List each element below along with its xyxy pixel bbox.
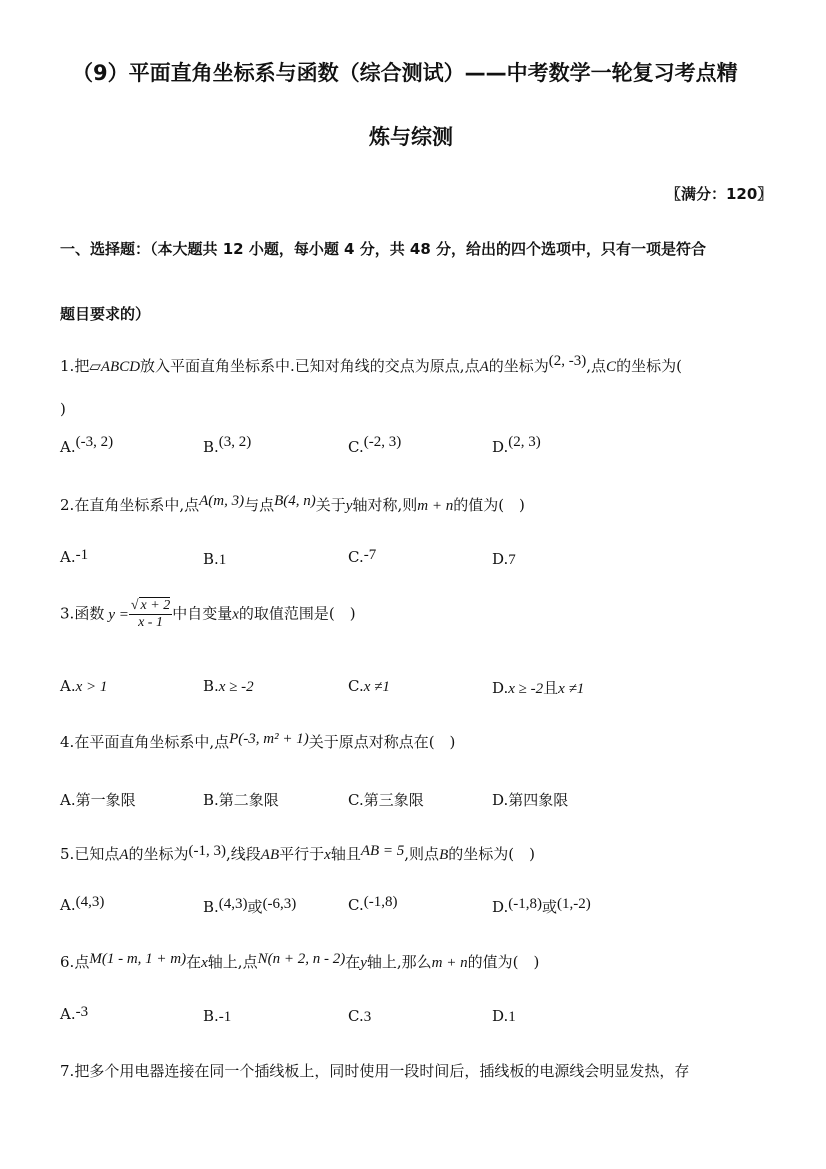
question-text: 放入平面直角坐标系中.已知对角线的交点为原点,点 [140,357,480,375]
question-text: 轴上,点 [207,953,258,971]
option-a: A.第一象限 [60,791,136,809]
question-number: 3. [60,604,75,623]
question-text: 轴对称,则 [352,496,418,514]
full-score: 〖满分：120〗 [666,185,773,203]
option-c: C.-7 [348,547,377,566]
question-text: 在平面直角坐标系中,点 [74,733,230,751]
question-text: 中自变量 [172,604,233,623]
question-number: 7. [60,1062,75,1080]
math-expr: m + n [417,498,454,514]
math-expr: ▱ABCD [89,359,141,375]
question-6 [60,951,539,972]
question-text: 点 [74,953,90,971]
math-expr: m + n [431,955,468,971]
section-header: 一、选择题：（本大题共 12 小题，每小题 4 分，共 48 分，给出的四个选项中，只有一项是符合 [60,240,707,258]
question-text: 平行于 [279,845,325,863]
question-text: 关于原点对称点在( ) [308,733,456,751]
question-number: 5. [60,845,75,863]
math-expr: (2, -3) [548,353,587,369]
math-expr: y [345,498,353,514]
question-text: 在 [186,953,202,971]
question-text: ,线段 [226,845,261,863]
option-c: C.3 [348,1007,372,1025]
question-text: ,则点 [404,845,440,863]
math-expr: y = [108,606,129,623]
math-expr: x [201,955,208,971]
question-text: 关于 [315,496,346,514]
option-a: A.x > 1 [60,677,108,695]
option-b: B.(4,3)或(-6,3) [203,896,297,916]
question-text: 的值为( ) [467,953,540,971]
math-expr: A [479,359,489,375]
option-c: C.(-2, 3) [348,434,402,456]
question-text: 的坐标为 [128,845,189,863]
math-expr: x [232,606,239,623]
option-d: D.1 [492,1007,516,1025]
question-text: 轴且 [330,845,361,863]
question-2 [60,494,525,515]
math-expr: B(4, n) [274,493,316,509]
option-b: B.1 [203,550,227,568]
option-c: C.第三象限 [348,791,424,809]
question-4 [60,731,455,752]
math-expr: A [119,847,129,863]
option-a: A.-1 [60,547,89,566]
question-text: 在 [345,953,361,971]
question-text: 轴上,那么 [366,953,432,971]
question-number: 1. [60,357,75,375]
math-expr: AB = 5 [360,843,405,859]
option-b: B.x ≥ -2 [203,677,254,695]
math-expr: y [360,955,367,971]
question-5 [60,843,535,864]
question-1 [60,355,682,376]
fraction: $\frac{√ x + 2}{x - 1}$ [130,598,171,630]
option-d: D.7 [492,550,516,568]
question-text: 的坐标为( ) [448,845,535,863]
math-expr: AB [260,847,280,863]
option-b: B.-1 [203,1007,232,1025]
math-expr: P(-3, m² + 1) [229,731,309,747]
question-text: 的坐标为 [488,357,549,375]
question-7 [60,1060,689,1081]
question-text: ,点 [586,357,607,375]
question-text: 的坐标为( [616,357,682,375]
question-text: 的值为( ) [453,496,525,514]
section-header-cont: 题目要求的） [60,305,151,323]
question-text: 在直角坐标系中,点 [74,496,200,514]
question-text: 的取值范围是( ) [238,604,356,623]
question-text: 已知点 [74,845,120,863]
math-expr: x [324,847,331,863]
math-expr: M(1 - m, 1 + m) [89,951,187,967]
page-title-line2: 炼与综测 [369,125,453,149]
question-text: 函数 [74,604,105,623]
question-number: 6. [60,953,75,971]
math-expr: N(n + 2, n - 2) [257,951,346,967]
page-title: （9）平面直角坐标系与函数（综合测试）——中考数学一轮复习考点精 [72,61,738,85]
option-c: C.x ≠1 [348,677,390,695]
question-3 [60,598,356,631]
option-b: B.第二象限 [203,791,279,809]
math-expr: C [606,359,617,375]
question-1-cont: ) [60,400,66,418]
option-d: D.x ≥ -2且x ≠1 [492,679,585,697]
math-expr: (-1, 3) [188,843,227,859]
option-a: A.(4,3) [60,894,105,914]
question-number: 2. [60,496,75,514]
question-text: 把 [74,357,90,375]
option-d: D.第四象限 [492,791,569,809]
math-expr: B [439,847,449,863]
option-a: A.-3 [60,1004,89,1023]
question-text: 把多个用电器连接在同一个插线板上，同时使用一段时间后，插线板的电源线会明显发热，存 [74,1062,690,1080]
option-a: A.(-3, 2) [60,434,114,456]
option-d: D.(2, 3) [492,434,541,456]
option-b: B.(3, 2) [203,434,252,456]
option-c: C.(-1,8) [348,894,398,914]
question-number: 4. [60,733,75,751]
option-d: D.(-1,8)或(1,-2) [492,896,591,916]
math-expr: A(m, 3) [199,493,245,509]
question-text: 与点 [244,496,275,514]
